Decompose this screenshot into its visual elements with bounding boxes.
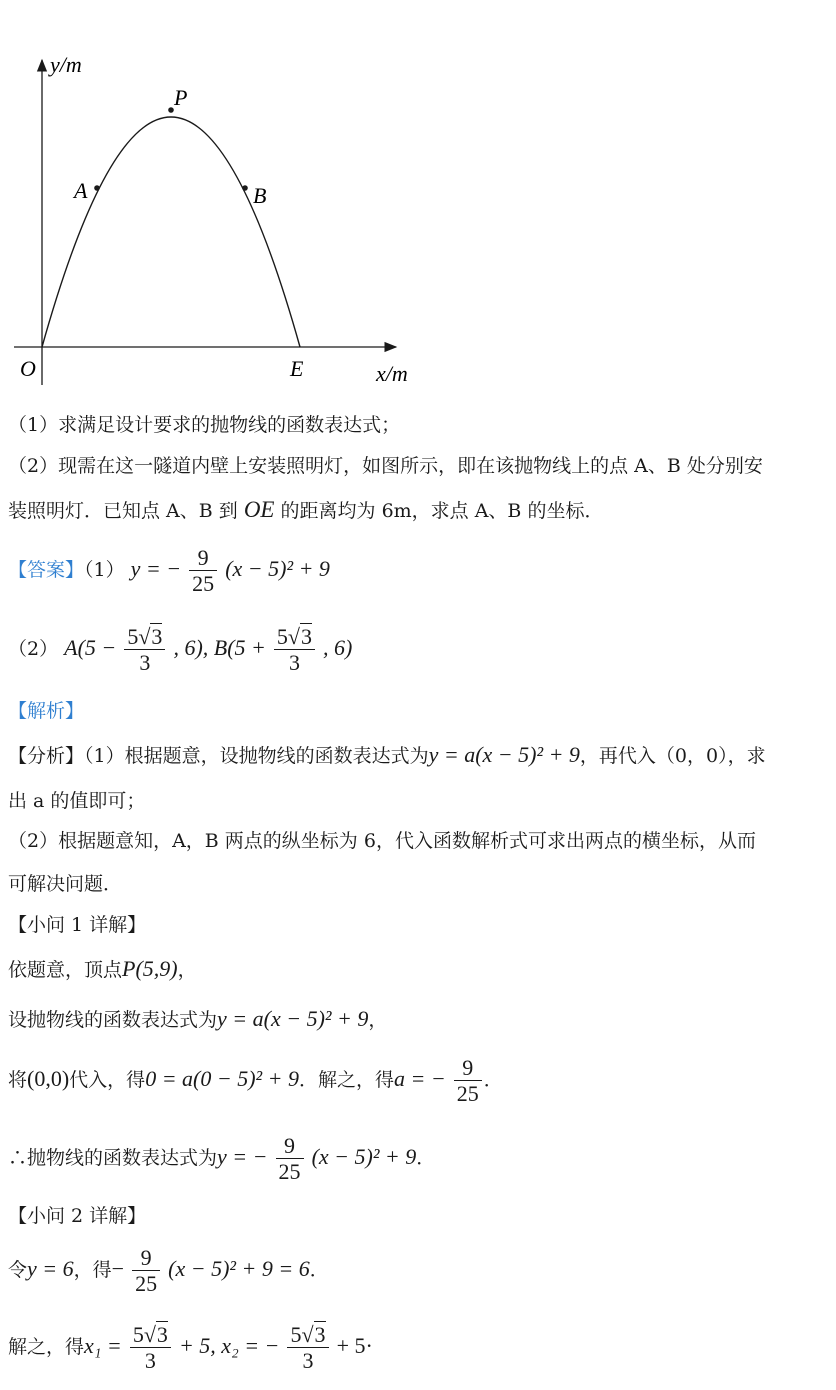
point-e-label: E [290, 356, 304, 381]
answer-1 [8, 545, 330, 597]
point-p-dot [168, 107, 174, 113]
question-2-line-2 [8, 496, 603, 524]
question-1: （1）求满足设计要求的抛物线的函数表达式； [8, 414, 401, 436]
sub-question-1-tag: 【小问 1 详解】 [8, 914, 147, 936]
answer-2 [8, 624, 352, 676]
y-axis-label: y/m [50, 52, 82, 77]
point-a-label: A [74, 178, 88, 203]
vertex-p: P(5,9) [122, 956, 178, 981]
fraction-5root3-3: $\frac{5√3}{3}$ [124, 624, 165, 676]
parabola-curve [42, 117, 300, 347]
parabola-diagram [0, 0, 836, 400]
analysis-formula: y = a(x − 5)² + 9 [428, 742, 580, 767]
analysis-line-4: 可解决问题． [8, 873, 123, 895]
answer-1-rhs: (x − 5)² + 9 [225, 555, 330, 581]
fraction-5root3-3-d: $\frac{5√3}{3}$ [287, 1322, 328, 1374]
fraction-9-25-d: $\frac{9}{25}$ [276, 1133, 304, 1185]
fraction-5root3-3-b: $\frac{5√3}{3}$ [274, 624, 315, 676]
answer-2-mid: , 6), B(5 + [173, 634, 266, 660]
q2-text-a: 装照明灯．已知点 A、B 到 [8, 500, 238, 522]
analysis-tag: 【解析】 [8, 700, 85, 722]
fraction-9-25-c: $\frac{9}{25}$ [454, 1055, 482, 1107]
point-b-label: B [253, 183, 267, 208]
x-axis-label: x/m [376, 361, 408, 386]
analysis-line-3: （2）根据题意知，A，B 两点的纵坐标为 6，代入函数解析式可求出两点的横坐标，从而 [8, 830, 756, 852]
answer-2-a: A(5 − [64, 634, 117, 660]
answer-2-prefix: （2） [8, 637, 59, 660]
sub-question-2-tag: 【小问 2 详解】 [8, 1205, 147, 1227]
solution-2-line-1: 令y = 6，得− $\frac{9}{25}$ (x − 5)² + 9 = 6． [8, 1245, 329, 1297]
fraction-9-25: $\frac{9}{25}$ [189, 545, 217, 597]
solution-1-line-1: 依题意，顶点P(5,9)， [8, 956, 197, 981]
segment-oe: OE [243, 497, 275, 522]
solution-1-line-4: ∴抛物线的函数表达式为y = − $\frac{9}{25}$ (x − 5)² + 9． [8, 1133, 436, 1185]
answer-tag: 【答案】 [8, 558, 85, 581]
question-2-line-1: （2）现需在这一隧道内壁上安装照明灯，如图所示，即在该抛物线上的点 A、B 处分别安 [8, 455, 763, 477]
fraction-9-25-e: $\frac{9}{25}$ [132, 1245, 160, 1297]
answer-1-lhs: y = − [130, 555, 182, 581]
fraction-5root3-3-c: $\frac{5√3}{3}$ [130, 1322, 171, 1374]
solution-1-line-3: 将(0,0)代入，得0 = a(0 − 5)² + 9．解之，得a = − $\frac{9}{25}$ ． [8, 1055, 503, 1107]
answer-2-end: , 6) [323, 634, 353, 660]
solution-1-line-2: 设抛物线的函数表达式为y = a(x − 5)² + 9， [8, 1006, 388, 1031]
origin-label: O [20, 356, 36, 381]
q2-text-b: 的距离均为 6m，求点 A、B 的坐标． [280, 500, 604, 522]
answer-1-prefix: （1） [84, 558, 125, 581]
point-p-label: P [174, 85, 188, 110]
analysis-line-2: 出 a 的值即可； [8, 790, 146, 812]
solution-2-line-2: 解之，得x₁ = $\frac{5√3}{3}$ + 5, x₂ = − $\frac{5√3}{3}$ + 5· [8, 1322, 373, 1374]
point-b-dot [242, 185, 248, 191]
point-a-dot [94, 185, 100, 191]
analysis-line-1: 【分析】（1）根据题意，设抛物线的函数表达式为y = a(x − 5)² + 9，再代入（0，0），求 [8, 742, 766, 767]
